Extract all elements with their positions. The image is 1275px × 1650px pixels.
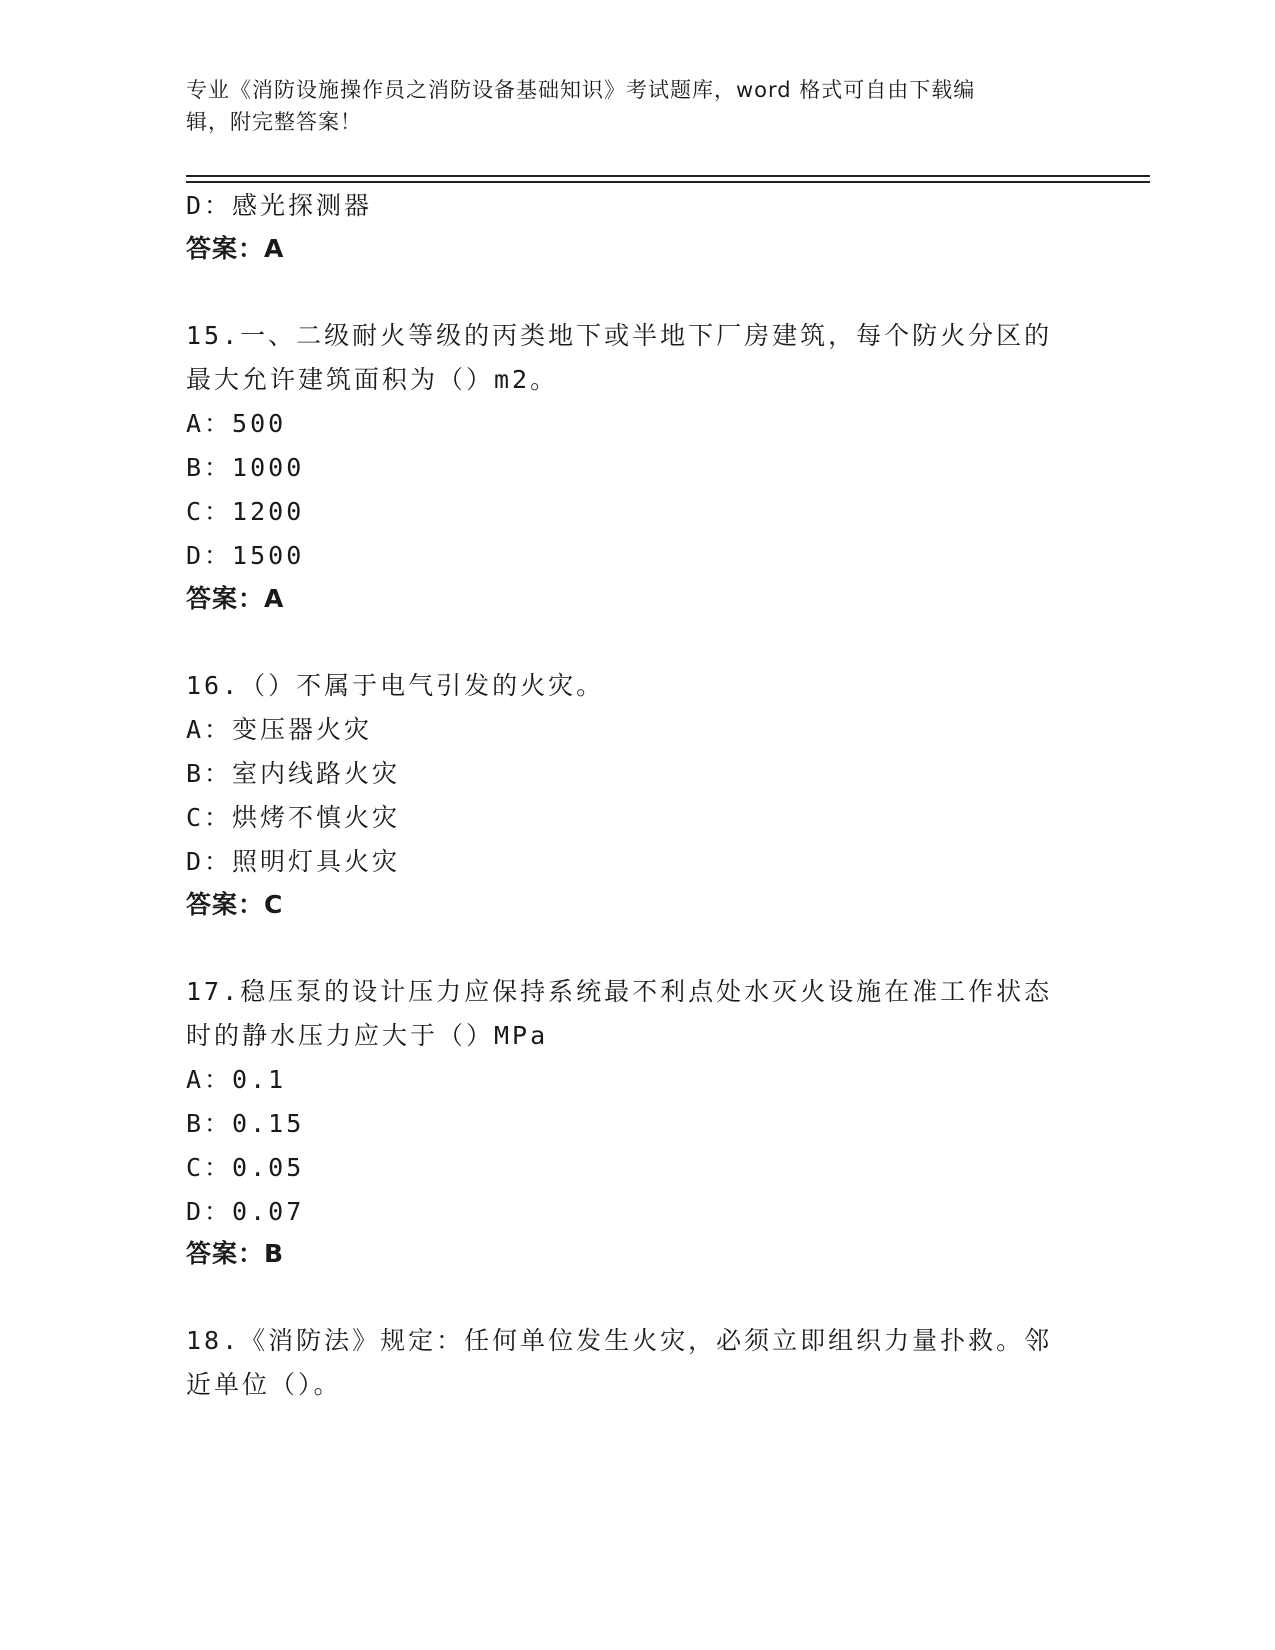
header-line-1: 专业《消防设施操作员之消防设备基础知识》考试题库，word 格式可自由下载编 [186,78,976,102]
header-line-2: 辑，附完整答案！ [186,110,362,134]
q15-stem-line-1: 15.一、二级耐火等级的丙类地下或半地下厂房建筑，每个防火分区的 [186,321,1053,350]
q17-answer: 答案：B [186,1239,285,1268]
q16-answer: 答案：C [186,890,284,919]
q16-option-d: D：照明灯具火灾 [186,847,401,876]
q16-stem-line-1: 16.（）不属于电气引发的火灾。 [186,671,605,700]
q16-option-a: A：变压器火灾 [186,715,373,744]
prev-option-d: D：感光探测器 [186,191,373,220]
q16-option-c: C：烘烤不慎火灾 [186,803,401,832]
q17-stem-line-1: 17.稳压泵的设计压力应保持系统最不利点处水灭火设施在准工作状态 [186,977,1053,1006]
q17-stem-line-2: 时的静水压力应大于（）MPa [186,1021,549,1050]
q17-option-a: A：0.1 [186,1065,287,1094]
q17-option-c: C：0.05 [186,1153,305,1182]
page-header [186,74,1066,138]
header-divider-bottom [186,181,1150,183]
q15-answer: 答案：A [186,584,285,613]
q15-option-d: D：1500 [186,541,305,570]
q15-option-c: C：1200 [186,497,305,526]
q17-option-b: B：0.15 [186,1109,305,1138]
q18-stem-line-1: 18.《消防法》规定：任何单位发生火灾，必须立即组织力量扑救。邻 [186,1326,1053,1355]
q15-option-b: B：1000 [186,453,305,482]
q16-option-b: B：室内线路火灾 [186,759,401,788]
q17-option-d: D：0.07 [186,1197,305,1226]
q15-stem-line-2: 最大允许建筑面积为（）m2。 [186,365,559,394]
header-divider-top [186,175,1150,177]
q15-option-a: A：500 [186,409,287,438]
q18-stem-line-2: 近单位（）。 [186,1370,342,1399]
prev-answer: 答案：A [186,234,285,263]
